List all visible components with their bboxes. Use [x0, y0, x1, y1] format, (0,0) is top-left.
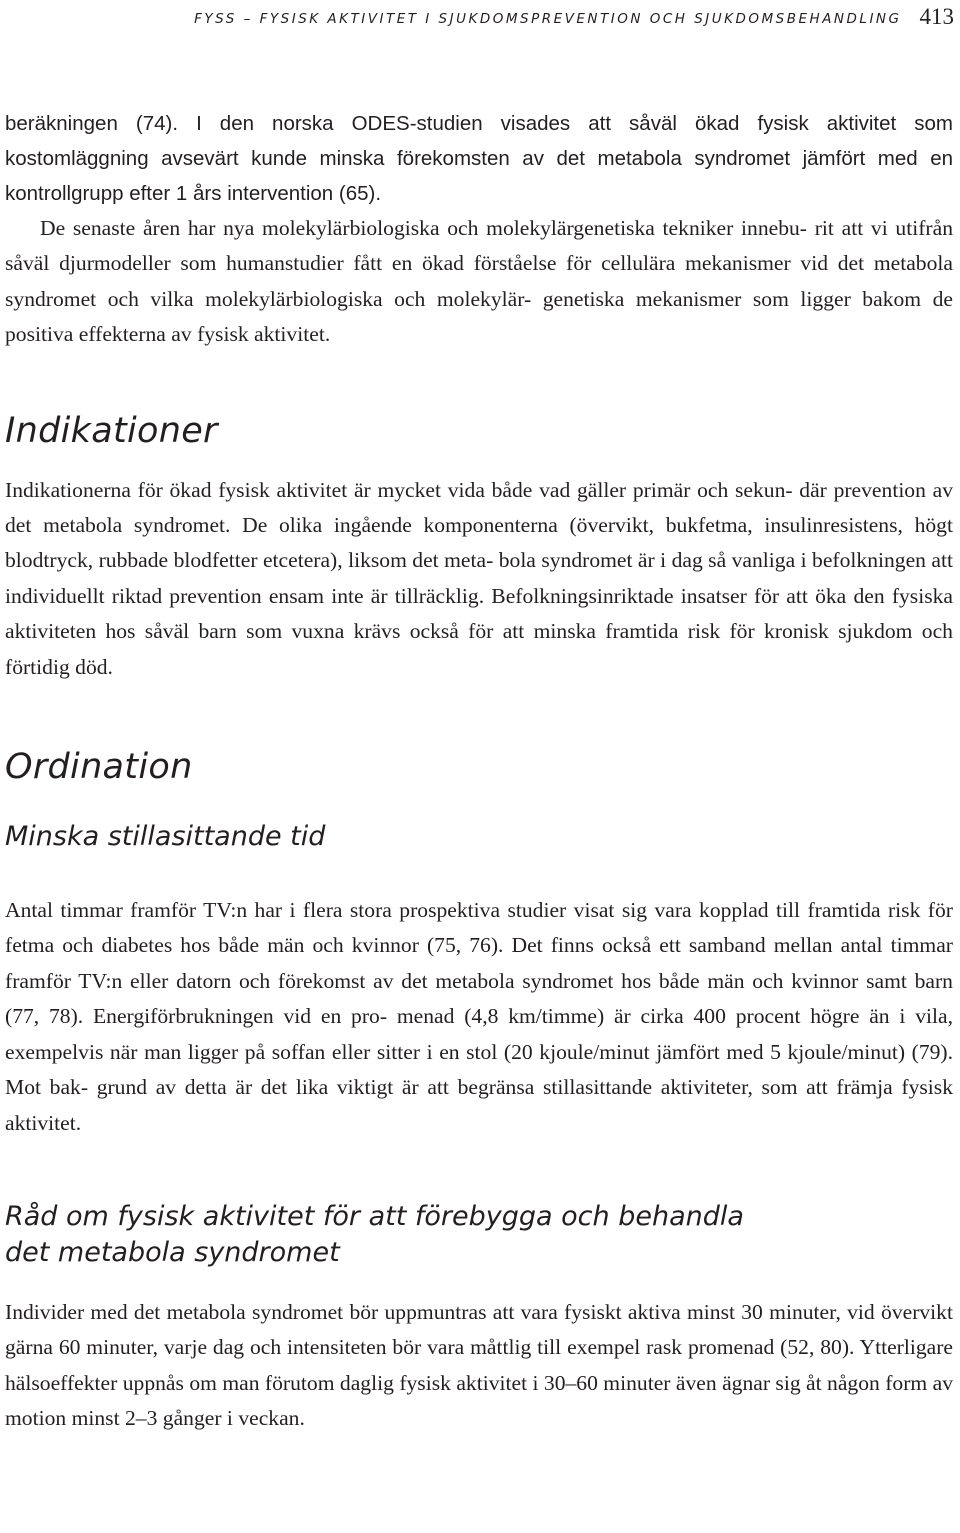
text-line: samband mellan antal timmar framför TV:n eller datorn och förekomst av det metabola: [5, 933, 953, 993]
text-line: Indikationerna för ökad fysisk aktivitet är mycket vida både vad gäller primär och sekun-: [5, 477, 793, 502]
text-line: exempel rask promenad (52, 80). Ytterligare hälsoeffekter uppnås om man förutom daglig: [5, 1335, 954, 1395]
text-line: såväl barn som vuxna krävs också för att minska framtida risk för kronisk sjukdom och: [144, 619, 953, 644]
text-line: minuter, vid övervikt gärna 60 minuter, varje dag och intensiteten bör vara måttlig till: [5, 1299, 953, 1360]
text-line: De senaste åren har nya molekylärbiologiska och molekylärgenetiska tekniker innebu-: [40, 216, 807, 240]
page-number: 413: [919, 4, 954, 29]
text-line: menad (4,8 km/timme) är cirka 400 procent högre än i vila, exempelvis när man ligger på: [5, 1004, 953, 1064]
heading-ordination: Ordination: [5, 747, 193, 788]
text-line: mekanismer vid det metabola syndromet och vilka molekylärbiologiska och molekylär-: [5, 251, 953, 311]
text-line: soffan eller sitter i en stol (20 kjoule/minut jämfört med 5 kjoule/minut) (79). Mot bak-: [5, 1039, 954, 1100]
text-line: grund av detta är det lika viktigt är att begränsa stillasittande aktiviteter, som att främja: [96, 1075, 893, 1100]
text-line: genetiska mekanismer som ligger bakom de positiva effekterna av fysisk aktivitet.: [5, 286, 953, 347]
text-line: rit att vi utifrån såväl djurmodeller som humanstudier fått en ökad förståelse för cellulära: [5, 216, 953, 276]
heading-indikationer: Indikationer: [5, 410, 218, 451]
running-title: FYSS – FYSISK AKTIVITET I SJUKDOMSPREVENTION OCH SJUKDOMSBEHANDLING: [194, 10, 902, 27]
text-line: bola syndromet är i dag så vanliga i befolkningen att individuellt riktad prevention ensam: [5, 548, 953, 608]
text-line: Individer med det metabola syndromet bör uppmuntras att vara fysiskt aktiva minst 30: [5, 1299, 763, 1324]
subheading-minska-stillasittande: Minska stillasittande tid: [5, 821, 326, 853]
running-header: [194, 0, 954, 30]
paragraph-odes-text: beräkningen (74). I den norska ODES-studien visades att såväl ökad fysisk aktivitet som kostomläggning avsevärt kunde minska förekomsten av det metabola syndromet jämfört med en kontrollgrupp efter 1 års intervention (65).: [5, 112, 953, 205]
paragraph-stillasittande: [5, 893, 953, 1141]
text-line: Antal timmar framför TV:n har i flera stora prospektiva studier visat sig vara kopplad till: [5, 898, 801, 923]
text-line: syndromet hos både män och kvinnor samt barn (77, 78). Energiförbrukningen vid en pro-: [5, 968, 953, 1029]
subheading-line: det metabola syndromet: [5, 1236, 340, 1268]
text-line: bukfetma, insulinresistens, högt blodtryck, rubbade blodfetter etcetera), liksom det meta-: [5, 513, 953, 573]
paragraph-molecular: [5, 211, 953, 353]
paragraph-odes-study: [5, 106, 953, 211]
text-line: förtidig död.: [5, 654, 113, 679]
text-line: fysisk aktivitet.: [5, 1075, 953, 1135]
subheading-rad-om-fysisk-aktivitet: [5, 1199, 953, 1271]
text-line: där prevention av det metabola syndromet. De olika ingående komponenterna (övervikt,: [5, 477, 953, 538]
text-line: fysisk aktivitet i 30–60 minuter även ägnar sig åt någon form av motion minst 2–3 gånger i: [5, 1370, 954, 1431]
text-line: veckan.: [238, 1406, 305, 1431]
paragraph-indikationer: [5, 473, 953, 685]
text-line: inte är tillräcklig. Befolkningsinriktade insatser för att öka den fysiska aktiviteten hos: [5, 583, 953, 644]
subheading-line: Råd om fysisk aktivitet för att förebygga och behandla: [5, 1200, 744, 1232]
page-body: [5, 106, 953, 1437]
text-line: framtida risk för fetma och diabetes hos både män och kvinnor (75, 76). Det finns också ett: [5, 898, 953, 958]
paragraph-rad: [5, 1295, 953, 1437]
